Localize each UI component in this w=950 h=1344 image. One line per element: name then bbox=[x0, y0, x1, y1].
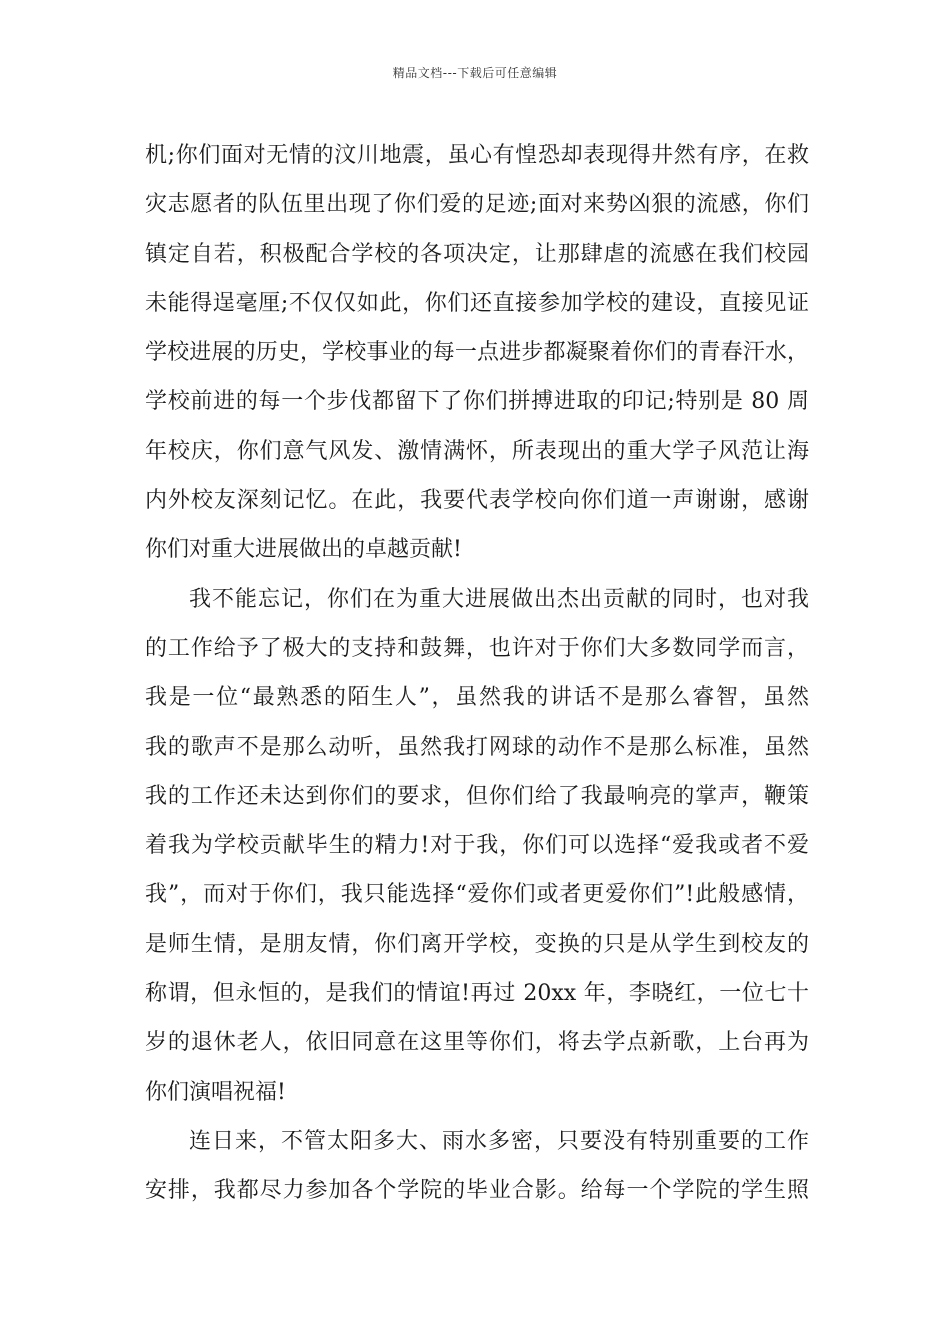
text-line: 我不能忘记，你们在为重大进展做出杰出贡献的同时，也对我 bbox=[189, 586, 809, 612]
text-line: 年校庆，你们意气风发、激情满怀，所表现出的重大学子风范让海 bbox=[145, 438, 809, 464]
paragraph-3 bbox=[145, 1117, 809, 1216]
text-line: 学校前进的每一个步伐都留下了你们拼搏进取的印记;特别是 80 周 bbox=[145, 389, 809, 415]
text-line: 学校进展的历史，学校事业的每一点进步都凝聚着你们的青春汗水， bbox=[145, 340, 809, 366]
text-line: 你们演唱祝福! bbox=[145, 1079, 286, 1105]
text-line: 你们对重大进展做出的卓越贡献! bbox=[145, 537, 462, 563]
text-line: 我”，而对于你们，我只能选择“爱你们或者更爱你们”!此般感情， bbox=[145, 882, 809, 908]
text-line: 我是一位“最熟悉的陌生人”，虽然我的讲话不是那么睿智，虽然 bbox=[145, 685, 809, 711]
text-line: 安排，我都尽力参加各个学院的毕业合影。给每一个学院的学生照 bbox=[145, 1178, 809, 1204]
text-line: 岁的退休老人，依旧同意在这里等你们，将去学点新歌，上台再为 bbox=[145, 1030, 809, 1056]
text-line: 的工作给予了极大的支持和鼓舞，也许对于你们大多数同学而言， bbox=[145, 635, 809, 661]
page-header: 精品文档---下载后可任意编辑 bbox=[392, 66, 558, 80]
text-line: 机;你们面对无情的汶川地震，虽心有惶恐却表现得井然有序，在救 bbox=[145, 143, 809, 168]
text-line: 镇定自若，积极配合学校的各项决定，让那肆虐的流感在我们校园 bbox=[145, 241, 809, 267]
text-line: 未能得逞毫厘;不仅仅如此，你们还直接参加学校的建设，直接见证 bbox=[145, 290, 809, 316]
text-line: 是师生情，是朋友情，你们离开学校，变换的只是从学生到校友的 bbox=[145, 931, 809, 957]
document-body bbox=[145, 131, 809, 1216]
text-line: 内外校友深刻记忆。在此，我要代表学校向你们道一声谢谢，感谢 bbox=[145, 488, 809, 514]
paragraph-2 bbox=[145, 575, 809, 1117]
text-line: 我的工作还未达到你们的要求，但你们给了我最响亮的掌声，鞭策 bbox=[145, 783, 809, 809]
text-line: 称谓，但永恒的，是我们的情谊!再过 20xx 年，李晓红，一位七十 bbox=[145, 981, 809, 1007]
text-line: 我的歌声不是那么动听，虽然我打网球的动作不是那么标准，虽然 bbox=[145, 734, 809, 760]
paragraph-1 bbox=[145, 131, 809, 575]
text-line: 连日来，不管太阳多大、雨水多密，只要没有特别重要的工作 bbox=[189, 1128, 809, 1154]
text-line: 灾志愿者的队伍里出现了你们爱的足迹;面对来势凶狠的流感，你们 bbox=[145, 192, 809, 218]
text-line: 着我为学校贡献毕生的精力!对于我，你们可以选择“爱我或者不爱 bbox=[145, 833, 809, 859]
